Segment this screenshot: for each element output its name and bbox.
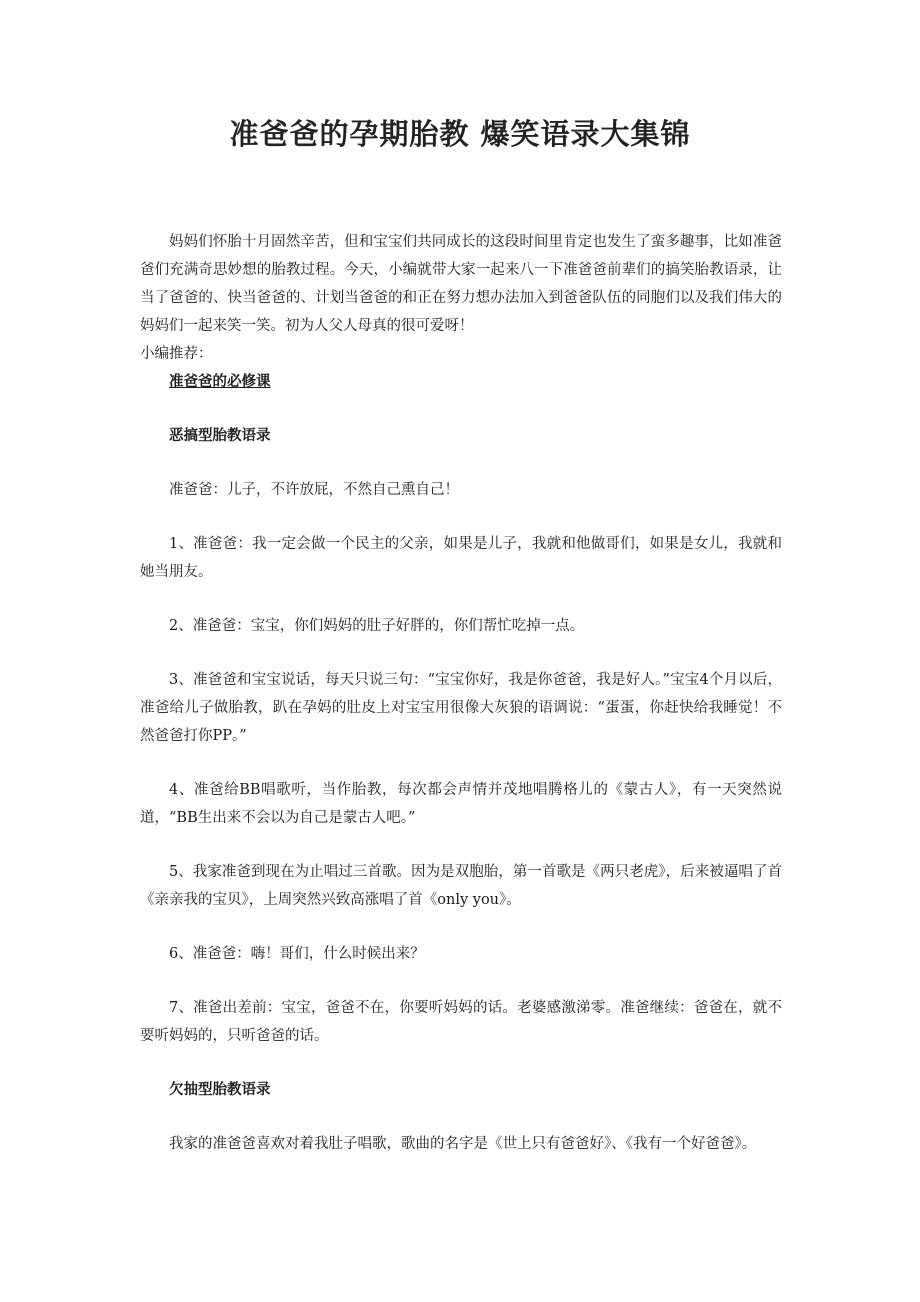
list-item: 3、准爸爸和宝宝说话，每天只说三句：“宝宝你好，我是你爸爸，我是好人。”宝宝4个月以后，准爸给儿子做胎教，趴在孕妈的肚皮上对宝宝用很像大灰狼的语调说：“蛋蛋，你赶快给我睡觉！不然爸爸打你PP。” [140,672,782,744]
recommend-link[interactable]: 准爸爸的必修课 [169,373,271,390]
list-item: 1、准爸爸：我一定会做一个民主的父亲，如果是儿子，我就和他做哥们，如果是女儿，我就和她当朋友。 [140,536,782,580]
list-item: 2、准爸爸：宝宝，你们妈妈的肚子好胖的，你们帮忙吃掉一点。 [169,618,585,634]
section-heading-prank: 恶搞型胎教语录 [169,427,271,444]
recommend-label: 小编推荐： [140,346,213,362]
article-body [140,228,782,1158]
list-item: 7、准爸出差前：宝宝，爸爸不在，你要听妈妈的话。老婆感激涕零。准爸继续：爸爸在，就不要听妈妈的，只听爸爸的话。 [140,1000,782,1044]
page-title: 准爸爸的孕期胎教 爆笑语录大集锦 [229,117,691,151]
section-heading-annoying: 欠抽型胎教语录 [169,1081,271,1098]
list-item: 6、准爸爸：嗨！哥们，什么时候出来？ [169,946,425,962]
section2-paragraph: 我家的准爸爸喜欢对着我肚子唱歌，歌曲的名字是《世上只有爸爸好》、《我有一个好爸爸》。 [169,1136,757,1152]
list-item: 5、我家准爸到现在为止唱过三首歌。因为是双胞胎，第一首歌是《两只老虎》，后来被逼唱了首《亲亲我的宝贝》，上周突然兴致高涨唱了首《only you》。 [140,864,782,908]
intro-paragraph: 妈妈们怀胎十月固然辛苦，但和宝宝们共同成长的这段时间里肯定也发生了蛮多趣事，比如准爸爸们充满奇思妙想的胎教过程。今天，小编就带大家一起来八一下准爸爸前辈们的搞笑胎教语录，让当了爸爸的、快当爸爸的、计划当爸爸的和正在努力想办法加入到爸爸队伍的同胞们以及我们伟大的妈妈们一起来笑一笑。初为人父人母真的很可爱呀！ [140,234,782,334]
list-item: 4、准爸给BB唱歌听，当作胎教，每次都会声情并茂地唱腾格儿的《蒙古人》，有一天突然说道，“BB生出来不会以为自己是蒙古人吧。” [140,782,782,826]
quote-paragraph: 准爸爸：儿子，不许放屁，不然自己熏自己！ [169,482,459,498]
